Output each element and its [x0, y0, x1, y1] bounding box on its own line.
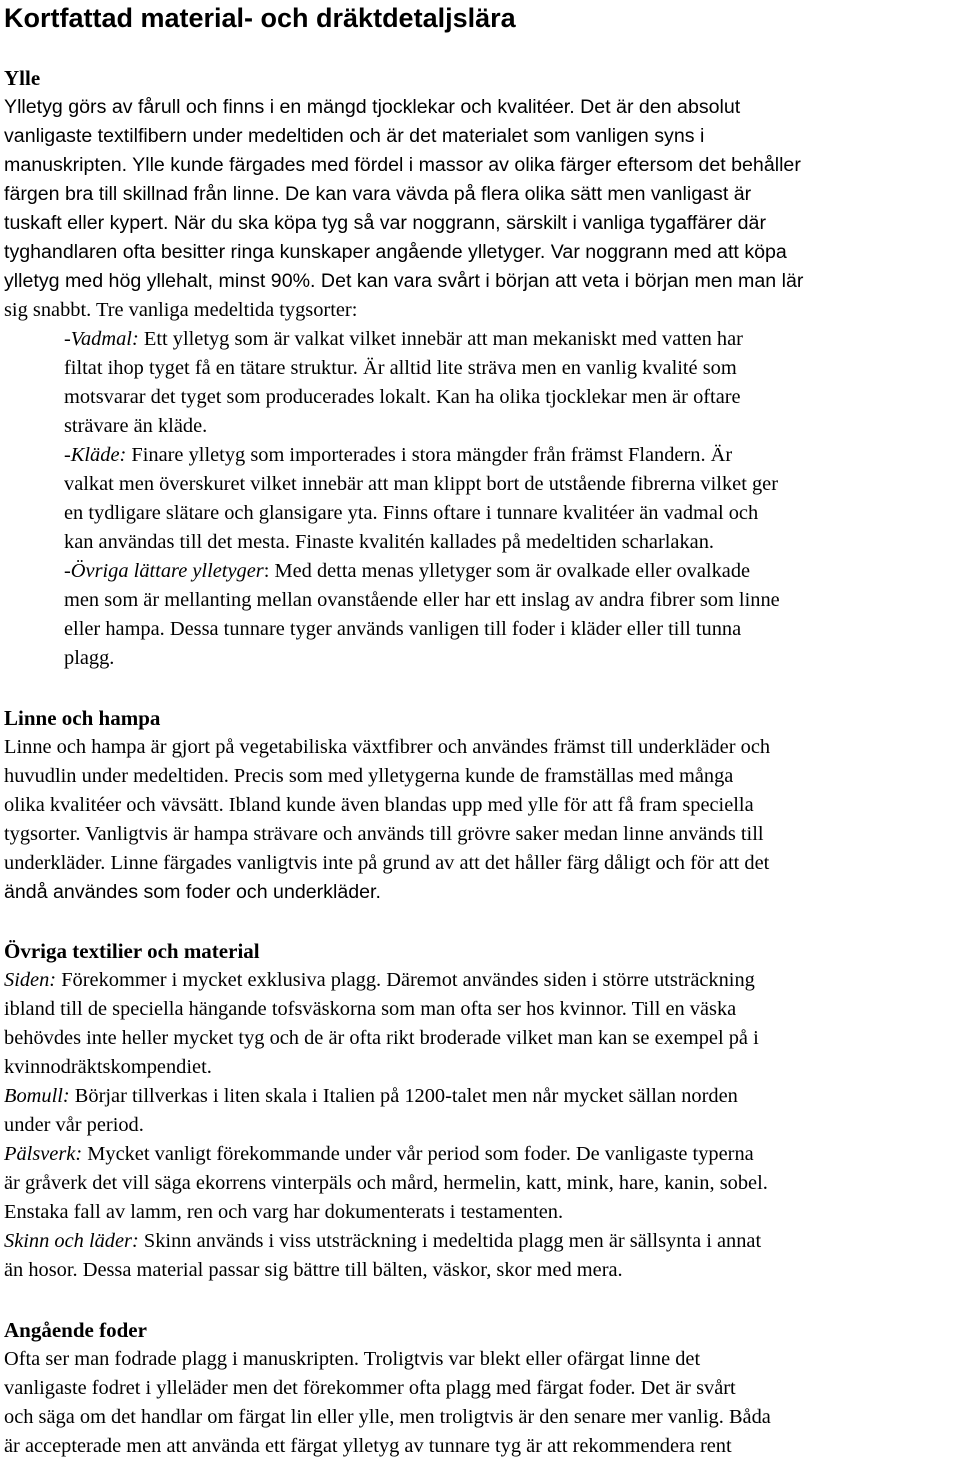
section-heading-foder: Angående foder [4, 1318, 147, 1342]
paragraph-line: vanligaste textilfibern under medeltiden och är det materialet som vanligen syns i [4, 125, 705, 147]
paragraph-line: : Med detta menas ylletyger som är ovalkade eller ovalkade [263, 560, 751, 582]
paragraph-line: tuskaft eller kypert. När du ska köpa tyg så var noggrann, särskilt i vanliga tygaffärer där [4, 212, 766, 234]
paragraph-line: olika kvalitéer och vävsätt. Ibland kunde även blandas upp med ylle för att få fram speciella [4, 794, 754, 816]
paragraph-line: Mycket vanligt förekommande under vår period som foder. De vanligaste typerna [82, 1143, 754, 1165]
paragraph-line: är accepterade men att använda ett färgat ylletyg av tunnare tyg är att rekommendera rent [4, 1435, 732, 1457]
paragraph-line: en tydligare slätare och glansigare yta. Finns oftare i tunnare kvalitéer än vadmal och [64, 502, 759, 524]
paragraph-line: Ylletyg görs av fårull och finns i en mängd tjocklekar och kvalitéer. Det är den absolut [4, 96, 741, 118]
paragraph-line: vanligaste fodret i ylleläder men det förekommer ofta plagg med färgat foder. Det är svårt [4, 1377, 736, 1399]
page-title: Kortfattad material- och dräktdetaljslära [4, 3, 516, 33]
paragraph-line: underkläder. Linne färgades vanligtvis inte på grund av att det håller färg dåligt och för att det [4, 852, 770, 874]
list-item-klade [64, 441, 732, 470]
paragraph-line: Börjar tillverkas i liten skala i Italien på 1200-talet men når mycket sällan norden [69, 1085, 738, 1107]
paragraph-line: eller hampa. Dessa tunnare tyger används vanligen till foder i kläder eller till tunna [64, 618, 742, 640]
term-skinn: Skinn och läder: [4, 1230, 139, 1252]
paragraph-line: tygsorter. Vanligtvis är hampa strävare och används till grövre saker medan linne används till [4, 823, 764, 845]
term-palsverk: Pälsverk: [4, 1143, 83, 1165]
paragraph-line: Ett ylletyg som är valkat vilket innebär att man mekaniskt med vatten har [138, 328, 743, 350]
paragraph-line: filtat ihop tyget få en tätare struktur. Är alltid lite sträva men en vanlig kvalité som [64, 357, 737, 379]
paragraph-line: färgen bra till skillnad från linne. De kan vara vävda på flera olika sätt men vanligast är [4, 183, 752, 205]
paragraph-line: kvinnodräktskompendiet. [4, 1056, 212, 1078]
paragraph-line: och säga om det handlar om färgat lin eller ylle, men troligtvis är den senare mer vanlig. Båda [4, 1406, 771, 1428]
paragraph-line: ibland till de speciella hängande tofsväskorna som man ofta ser hos kvinnor. Till en väska [4, 998, 737, 1020]
paragraph-line: är gråverk det vill säga ekorrens vinterpäls och mård, hermelin, katt, mink, hare, kanin, sobel. [4, 1172, 768, 1194]
term-bomull: Bomull: [4, 1085, 70, 1107]
paragraph-line: tyghandlaren ofta besitter ringa kunskaper angående ylletyger. Var noggrann med att köpa [4, 241, 787, 263]
paragraph-line: plagg. [64, 647, 115, 669]
paragraph-line: Enstaka fall av lamm, ren och varg har dokumenterats i testamenten. [4, 1201, 564, 1223]
paragraph-line-palsverk [4, 1140, 754, 1169]
paragraph-line: än hosor. Dessa material passar sig bättre till bälten, väskor, skor med mera. [4, 1259, 623, 1281]
section-heading-ylle: Ylle [4, 66, 41, 90]
paragraph-line: Finare ylletyg som importerades i stora mängder från främst Flandern. Är [126, 444, 733, 466]
paragraph-line: ylletyg med hög yllehalt, minst 90%. Det kan vara svårt i början att veta i början men man lär [4, 270, 804, 292]
paragraph-line: under vår period. [4, 1114, 144, 1136]
paragraph-line: Förekommer i mycket exklusiva plagg. Däremot användes siden i större utsträckning [56, 969, 755, 991]
paragraph-line: ändå användes som foder och underkläder. [4, 881, 381, 903]
paragraph-line-skinn [4, 1227, 761, 1256]
paragraph-line: Skinn används i viss utsträckning i medeltida plagg men är sällsynta i annat [138, 1230, 762, 1252]
term-siden: Siden: [4, 969, 57, 991]
list-item-ovriga-ylletyger [64, 557, 750, 586]
paragraph-line-siden [4, 966, 755, 995]
section-heading-linne: Linne och hampa [4, 706, 161, 730]
list-item-vadmal [64, 325, 743, 354]
term-vadmal: -Vadmal: [64, 328, 139, 350]
paragraph-line: Ofta ser man fodrade plagg i manuskripten. Troligtvis var blekt eller ofärgat linne det [4, 1348, 701, 1370]
section-heading-ovriga: Övriga textilier och material [4, 939, 260, 963]
term-klade: -Kläde: [64, 444, 127, 466]
paragraph-line: strävare än kläde. [64, 415, 208, 437]
paragraph-line: sig snabbt. Tre vanliga medeltida tygsorter: [4, 299, 358, 321]
paragraph-line: kan användas till det mesta. Finaste kvalitén kallades på medeltiden scharlakan. [64, 531, 715, 553]
paragraph-line: behövdes inte heller mycket tyg och de är ofta rikt broderade vilket man kan se exempel på i [4, 1027, 759, 1049]
paragraph-line: huvudlin under medeltiden. Precis som med ylletygerna kunde de framställas med många [4, 765, 734, 787]
paragraph-line: Linne och hampa är gjort på vegetabiliska växtfibrer och användes främst till underkläder och [4, 736, 771, 758]
paragraph-line: manuskripten. Ylle kunde färgades med fördel i massor av olika färger eftersom det behåller [4, 154, 801, 176]
paragraph-line-bomull [4, 1082, 738, 1111]
paragraph-line: valkat men överskuret vilket innebär att man klippt bort de utstående fibrerna vilket ger [64, 473, 779, 495]
paragraph-line: motsvarar det tyget som producerades lokalt. Kan ha olika tjocklekar men är oftare [64, 386, 741, 408]
paragraph-line: men som är mellanting mellan ovanstående eller har ett inslag av andra fibrer som linne [64, 589, 780, 611]
term-ovriga-ylletyger: -Övriga lättare ylletyger [64, 560, 264, 582]
